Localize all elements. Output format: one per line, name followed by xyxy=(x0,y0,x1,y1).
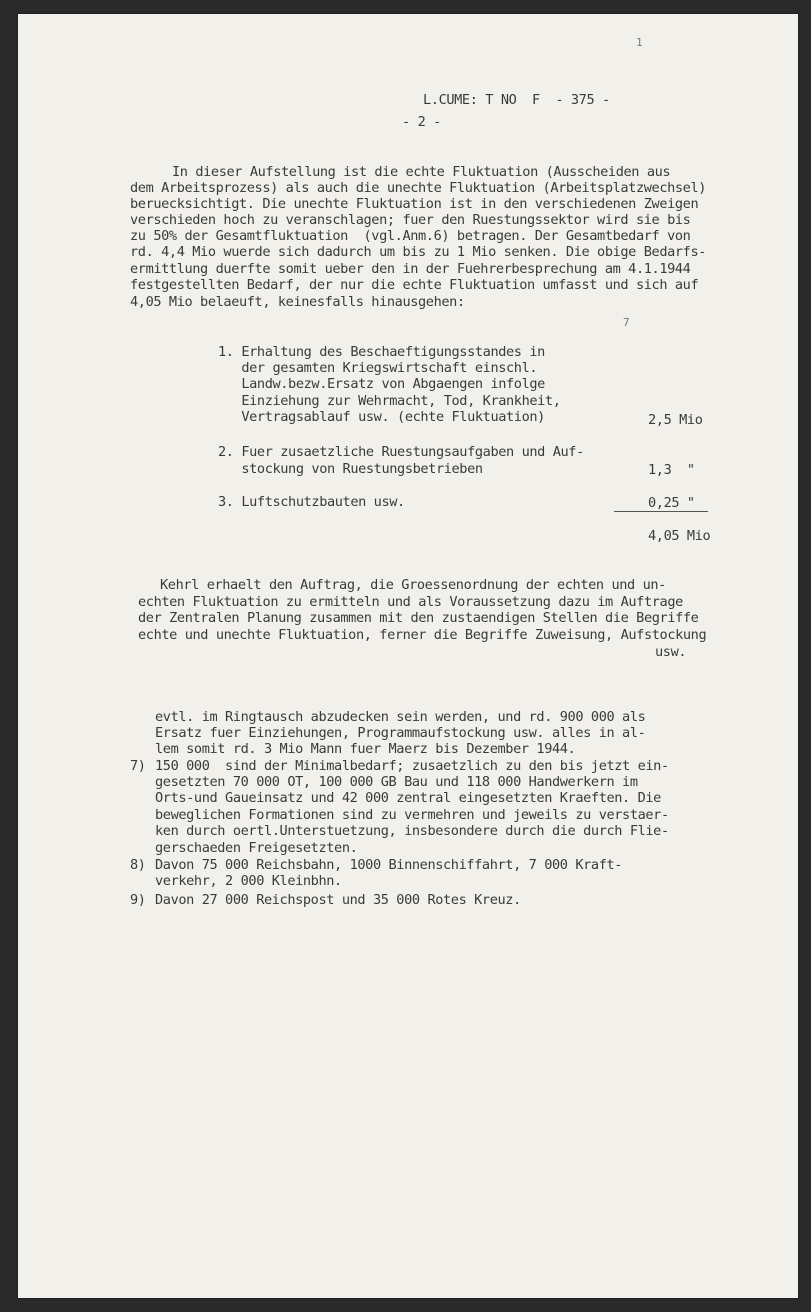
stray-mark: 7 xyxy=(623,316,630,329)
footnote-line: ken durch oertl.Unterstuetzung, insbesondere durch die durch Flie- xyxy=(155,823,669,839)
footnote-line: Davon 75 000 Reichsbahn, 1000 Binnenschiffahrt, 7 000 Kraft- xyxy=(155,857,623,873)
footnote-line: Orts-und Gaueinsatz und 42 000 zentral eingesetzten Kraeften. Die xyxy=(155,790,661,806)
paragraph-line: rd. 4,4 Mio wuerde sich dadurch um bis zu 1 Mio senken. Die obige Bedarfs- xyxy=(130,244,707,260)
paragraph-line: usw. xyxy=(655,644,687,660)
document-number: L.CUME: T NO F - 375 - xyxy=(423,92,610,108)
footnote-label: 8) xyxy=(130,857,146,873)
item-value: 2,5 Mio xyxy=(648,412,703,428)
paragraph-line: echten Fluktuation zu ermitteln und als Voraussetzung dazu im Auftrage xyxy=(138,594,683,610)
item-line: stockung von Ruestungsbetrieben xyxy=(218,461,483,477)
paragraph-line: festgestellten Bedarf, der nur die echte Fluktuation umfasst und sich auf xyxy=(130,277,699,293)
table-total: 4,05 Mio xyxy=(648,528,711,544)
item-line: 1. Erhaltung des Beschaeftigungsstandes in xyxy=(218,344,545,360)
paragraph-line: echte und unechte Fluktuation, ferner die Begriffe Zuweisung, Aufstockung xyxy=(138,627,707,643)
footnote-line: verkehr, 2 000 Kleinbhn. xyxy=(155,873,342,889)
item-line: 2. Fuer zusaetzliche Ruestungsaufgaben und Auf- xyxy=(218,444,584,460)
footnote-line: Davon 27 000 Reichspost und 35 000 Rotes Kreuz. xyxy=(155,892,521,908)
paragraph-line: dem Arbeitsprozess) als auch die unechte Fluktuation (Arbeitsplatzwechsel) xyxy=(130,180,707,196)
paragraph-line: ermittlung duerfte somit ueber den in der Fuehrerbesprechung am 4.1.1944 xyxy=(130,261,691,277)
stray-mark: 1 xyxy=(636,36,643,49)
paragraph-line: Kehrl erhaelt den Auftrag, die Groessenordnung der echten und un- xyxy=(160,577,666,593)
footnote-line: gesetzten 70 000 OT, 100 000 GB Bau und 118 000 Handwerkern im xyxy=(155,774,638,790)
footnote-line: evtl. im Ringtausch abzudecken sein werden, und rd. 900 000 als xyxy=(155,709,646,725)
item-line: Einziehung zur Wehrmacht, Tod, Krankheit, xyxy=(218,393,561,409)
item-line: der gesamten Kriegswirtschaft einschl. xyxy=(218,360,538,376)
paragraph-line: der Zentralen Planung zusammen mit den zustaendigen Stellen die Begriffe xyxy=(138,610,699,626)
document-page xyxy=(18,14,798,1298)
item-line: 3. Luftschutzbauten usw. xyxy=(218,494,405,510)
paragraph-line: 4,05 Mio belaeuft, keinesfalls hinausgehen: xyxy=(130,294,465,310)
footnote-line: Ersatz fuer Einziehungen, Programmaufstockung usw. alles in al- xyxy=(155,725,646,741)
footnote-line: gerschaeden Freigesetzten. xyxy=(155,840,358,856)
item-line: Vertragsablauf usw. (echte Fluktuation) xyxy=(218,409,545,425)
footnote-label: 9) xyxy=(130,892,146,908)
footnote-line: 150 000 sind der Minimalbedarf; zusaetzlich zu den bis jetzt ein- xyxy=(155,758,669,774)
paragraph-line: verschieden hoch zu veranschlagen; fuer den Ruestungssektor wird sie bis xyxy=(130,212,691,228)
footnote-label: 7) xyxy=(130,758,146,774)
sum-rule xyxy=(614,511,708,512)
footnote-line: beweglichen Formationen sind zu vermehren und jeweils zu verstaer- xyxy=(155,807,669,823)
paragraph-line: beruecksichtigt. Die unechte Fluktuation ist in den verschiedenen Zweigen xyxy=(130,196,699,212)
item-value: 0,25 " xyxy=(648,495,695,511)
footnote-line: lem somit rd. 3 Mio Mann fuer Maerz bis Dezember 1944. xyxy=(155,741,576,757)
item-line: Landw.bezw.Ersatz von Abgaengen infolge xyxy=(218,376,545,392)
paragraph-line: In dieser Aufstellung ist die echte Fluktuation (Ausscheiden aus xyxy=(172,164,671,180)
page-number: - 2 - xyxy=(402,114,441,130)
item-value: 1,3 " xyxy=(648,462,695,478)
paragraph-line: zu 50% der Gesamtfluktuation (vgl.Anm.6) betragen. Der Gesamtbedarf von xyxy=(130,228,691,244)
